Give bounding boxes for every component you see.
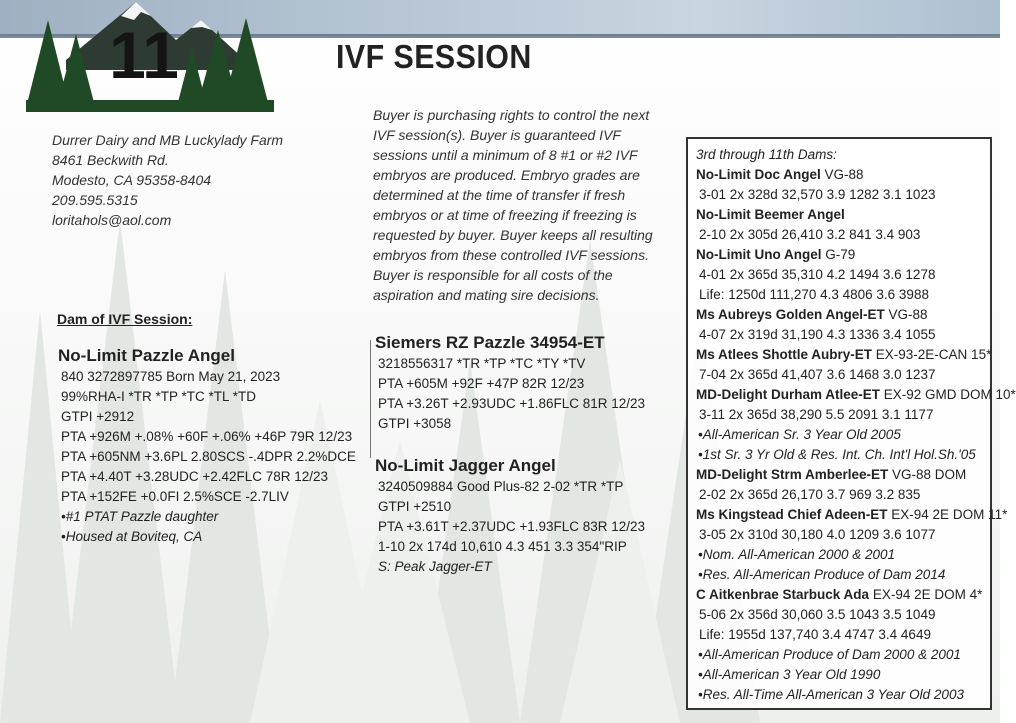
dam-id-line: 840 3272897785 Born May 21, 2023 <box>61 369 281 384</box>
production-record: 7-04 2x 365d 41,407 3.6 1468 3.0 1237 <box>699 367 936 382</box>
sire-line: 3218556317 *TR *TP *TC *TY *TV <box>378 356 586 371</box>
award-note: •All-American 3 Year Old 1990 <box>698 667 881 682</box>
dam-heading: Dam of IVF Session: <box>57 311 193 327</box>
production-record: 3-01 2x 328d 32,570 3.9 1282 3.1 1023 <box>699 187 936 202</box>
ancestor-name: C Aitkenbrae Starbuck Ada <box>696 587 870 602</box>
production-record: Life: 1250d 111,270 4.3 4806 3.6 3988 <box>699 287 929 302</box>
seller-farm: Durrer Dairy and MB Luckylady Farm <box>52 132 284 148</box>
ancestor-classification: VG-88 DOM <box>888 467 967 482</box>
pedigree-divider <box>370 340 371 458</box>
ancestor-name: No-Limit Beemer Angel <box>696 207 845 222</box>
ancestor-dam-name <box>696 585 982 605</box>
award-note: •Res. All-American Produce of Dam 2014 <box>698 567 946 582</box>
sire-line: GTPI +3058 <box>378 416 452 431</box>
dam-pta-type: PTA +4.40T +3.28UDC +2.42FLC 78R 12/23 <box>61 469 329 484</box>
ancestor-classification: EX-93-2E-CAN 15* <box>872 347 992 362</box>
production-record: 2-02 2x 365d 26,170 3.7 969 3.2 835 <box>699 487 921 502</box>
ancestor-dam-name <box>696 245 982 265</box>
production-record: 3-05 2x 310d 30,180 4.0 1209 3.6 1077 <box>699 527 936 542</box>
granddam-line: PTA +3.61T +2.37UDC +1.93FLC 83R 12/23 <box>378 519 646 534</box>
dam-name: No-Limit Pazzle Angel <box>58 346 235 365</box>
production-record: 4-01 2x 365d 35,310 4.2 1494 3.6 1278 <box>699 267 936 282</box>
sire-block <box>375 333 685 434</box>
ancestor-dam-name <box>696 165 982 185</box>
ancestor-name: MD-Delight Durham Atlee-ET <box>696 387 881 402</box>
granddam-sire: S: Peak Jagger-ET <box>378 559 492 574</box>
ancestor-name: Ms Kingstead Chief Adeen-ET <box>696 507 888 522</box>
award-note: •All-American Sr. 3 Year Old 2005 <box>698 427 901 442</box>
sire-line: PTA +3.26T +2.93UDC +1.86FLC 81R 12/23 <box>378 396 646 411</box>
seller-street: 8461 Beckwith Rd. <box>52 152 169 168</box>
ancestor-dam-name <box>696 505 1008 525</box>
dam-pta-production: PTA +926M +.08% +60F +.06% +46P 79R 12/23 <box>61 429 353 444</box>
award-note: •Res. All-Time All-American 3 Year Old 2003 <box>698 687 964 702</box>
dam-note: •Housed at Boviteq, CA <box>61 529 203 544</box>
ancestor-classification: EX-94 2E DOM 11* <box>887 507 1008 522</box>
production-record: 3-11 2x 365d 38,290 5.5 2091 3.1 1177 <box>699 407 934 422</box>
dam-gtpi-line: GTPI +2912 <box>61 409 135 424</box>
lot-number: 11 <box>109 18 179 92</box>
seller-city: Modesto, CA 95358-8404 <box>52 172 212 188</box>
production-record: 4-07 2x 319d 31,190 4.3 1336 3.4 1055 <box>699 327 936 342</box>
ancestor-name: MD-Delight Strm Amberlee-ET <box>696 467 889 482</box>
production-record: Life: 1955d 137,740 3.4 4747 3.4 4649 <box>699 627 931 642</box>
seller-email[interactable]: loritahols@aol.com <box>52 212 172 228</box>
ancestor-name: No-Limit Uno Angel <box>696 247 822 262</box>
ancestor-classification: G-79 <box>821 247 856 262</box>
sire-line: PTA +605M +92F +47P 82R 12/23 <box>378 376 585 391</box>
dam-block <box>58 346 378 547</box>
ancestor-dam-name <box>696 385 1016 405</box>
sire-name: Siemers RZ Pazzle 34954-ET <box>375 333 605 352</box>
dams-box-title: 3rd through 11th Dams: <box>696 147 837 162</box>
ancestor-dam-name <box>696 465 982 485</box>
award-note: •All-American Produce of Dam 2000 & 2001 <box>698 647 961 662</box>
dams-pedigree-box <box>686 137 1016 710</box>
ancestor-classification: VG-88 <box>884 307 928 322</box>
ancestor-name: Ms Aubreys Golden Angel-ET <box>696 307 885 322</box>
award-note: •Nom. All-American 2000 & 2001 <box>698 547 896 562</box>
dams-lines <box>696 165 1016 705</box>
award-note: •1st Sr. 3 Yr Old & Res. Int. Ch. Int'l Hol.Sh.'05 <box>698 447 976 462</box>
ancestor-dam-name <box>696 345 992 365</box>
ancestor-classification: EX-94 2E DOM 4* <box>869 587 983 602</box>
dam-pta-health: PTA +605NM +3.6PL 2.80SCS -.4DPR 2.2%DCE <box>61 449 356 464</box>
ancestor-classification: EX-92 GMD DOM 10* <box>880 387 1016 402</box>
ancestor-classification: VG-88 <box>820 167 864 182</box>
granddam-name: No-Limit Jagger Angel <box>375 456 556 475</box>
lot-logo <box>26 0 274 116</box>
ancestor-dam-name <box>696 205 982 225</box>
seller-phone: 209.595.5315 <box>52 192 138 208</box>
page-title: IVF SESSION <box>336 38 532 75</box>
buyer-terms: Buyer is purchasing rights to control the next IVF session(s). Buyer is guaranteed IVF sessions until a minimum of 8 #1 or #2 IVF embryos are produced. Embryo grades are determined at the time of transfer if fresh embryos or at time of freezing if freezing is requested by buyer. Buyer keeps all resulting embryos from these controlled IVF sessions. Buyer is responsible for all costs of the aspiration and mating sire decisions. <box>373 107 653 303</box>
seller-contact <box>52 130 283 230</box>
ancestor-name: No-Limit Doc Angel <box>696 167 821 182</box>
dam-pta-feed: PTA +152FE +0.0FI 2.5%SCE -2.7LIV <box>61 489 289 504</box>
ancestor-dam-name <box>696 305 982 325</box>
production-record: 5-06 2x 356d 30,060 3.5 1043 3.5 1049 <box>699 607 936 622</box>
dam-rha-line: 99%RHA-I *TR *TP *TC *TL *TD <box>61 389 257 404</box>
ancestor-name: Ms Atlees Shottle Aubry-ET <box>696 347 873 362</box>
production-record: 2-10 2x 305d 26,410 3.2 841 3.4 903 <box>699 227 921 242</box>
granddam-line: 1-10 2x 174d 10,610 4.3 451 3.3 354"RIP <box>378 539 627 554</box>
granddam-line: GTPI +2510 <box>378 499 452 514</box>
granddam-block <box>375 456 685 577</box>
granddam-line: 3240509884 Good Plus-82 2-02 *TR *TP <box>378 479 624 494</box>
dam-note: •#1 PTAT Pazzle daughter <box>61 509 219 524</box>
